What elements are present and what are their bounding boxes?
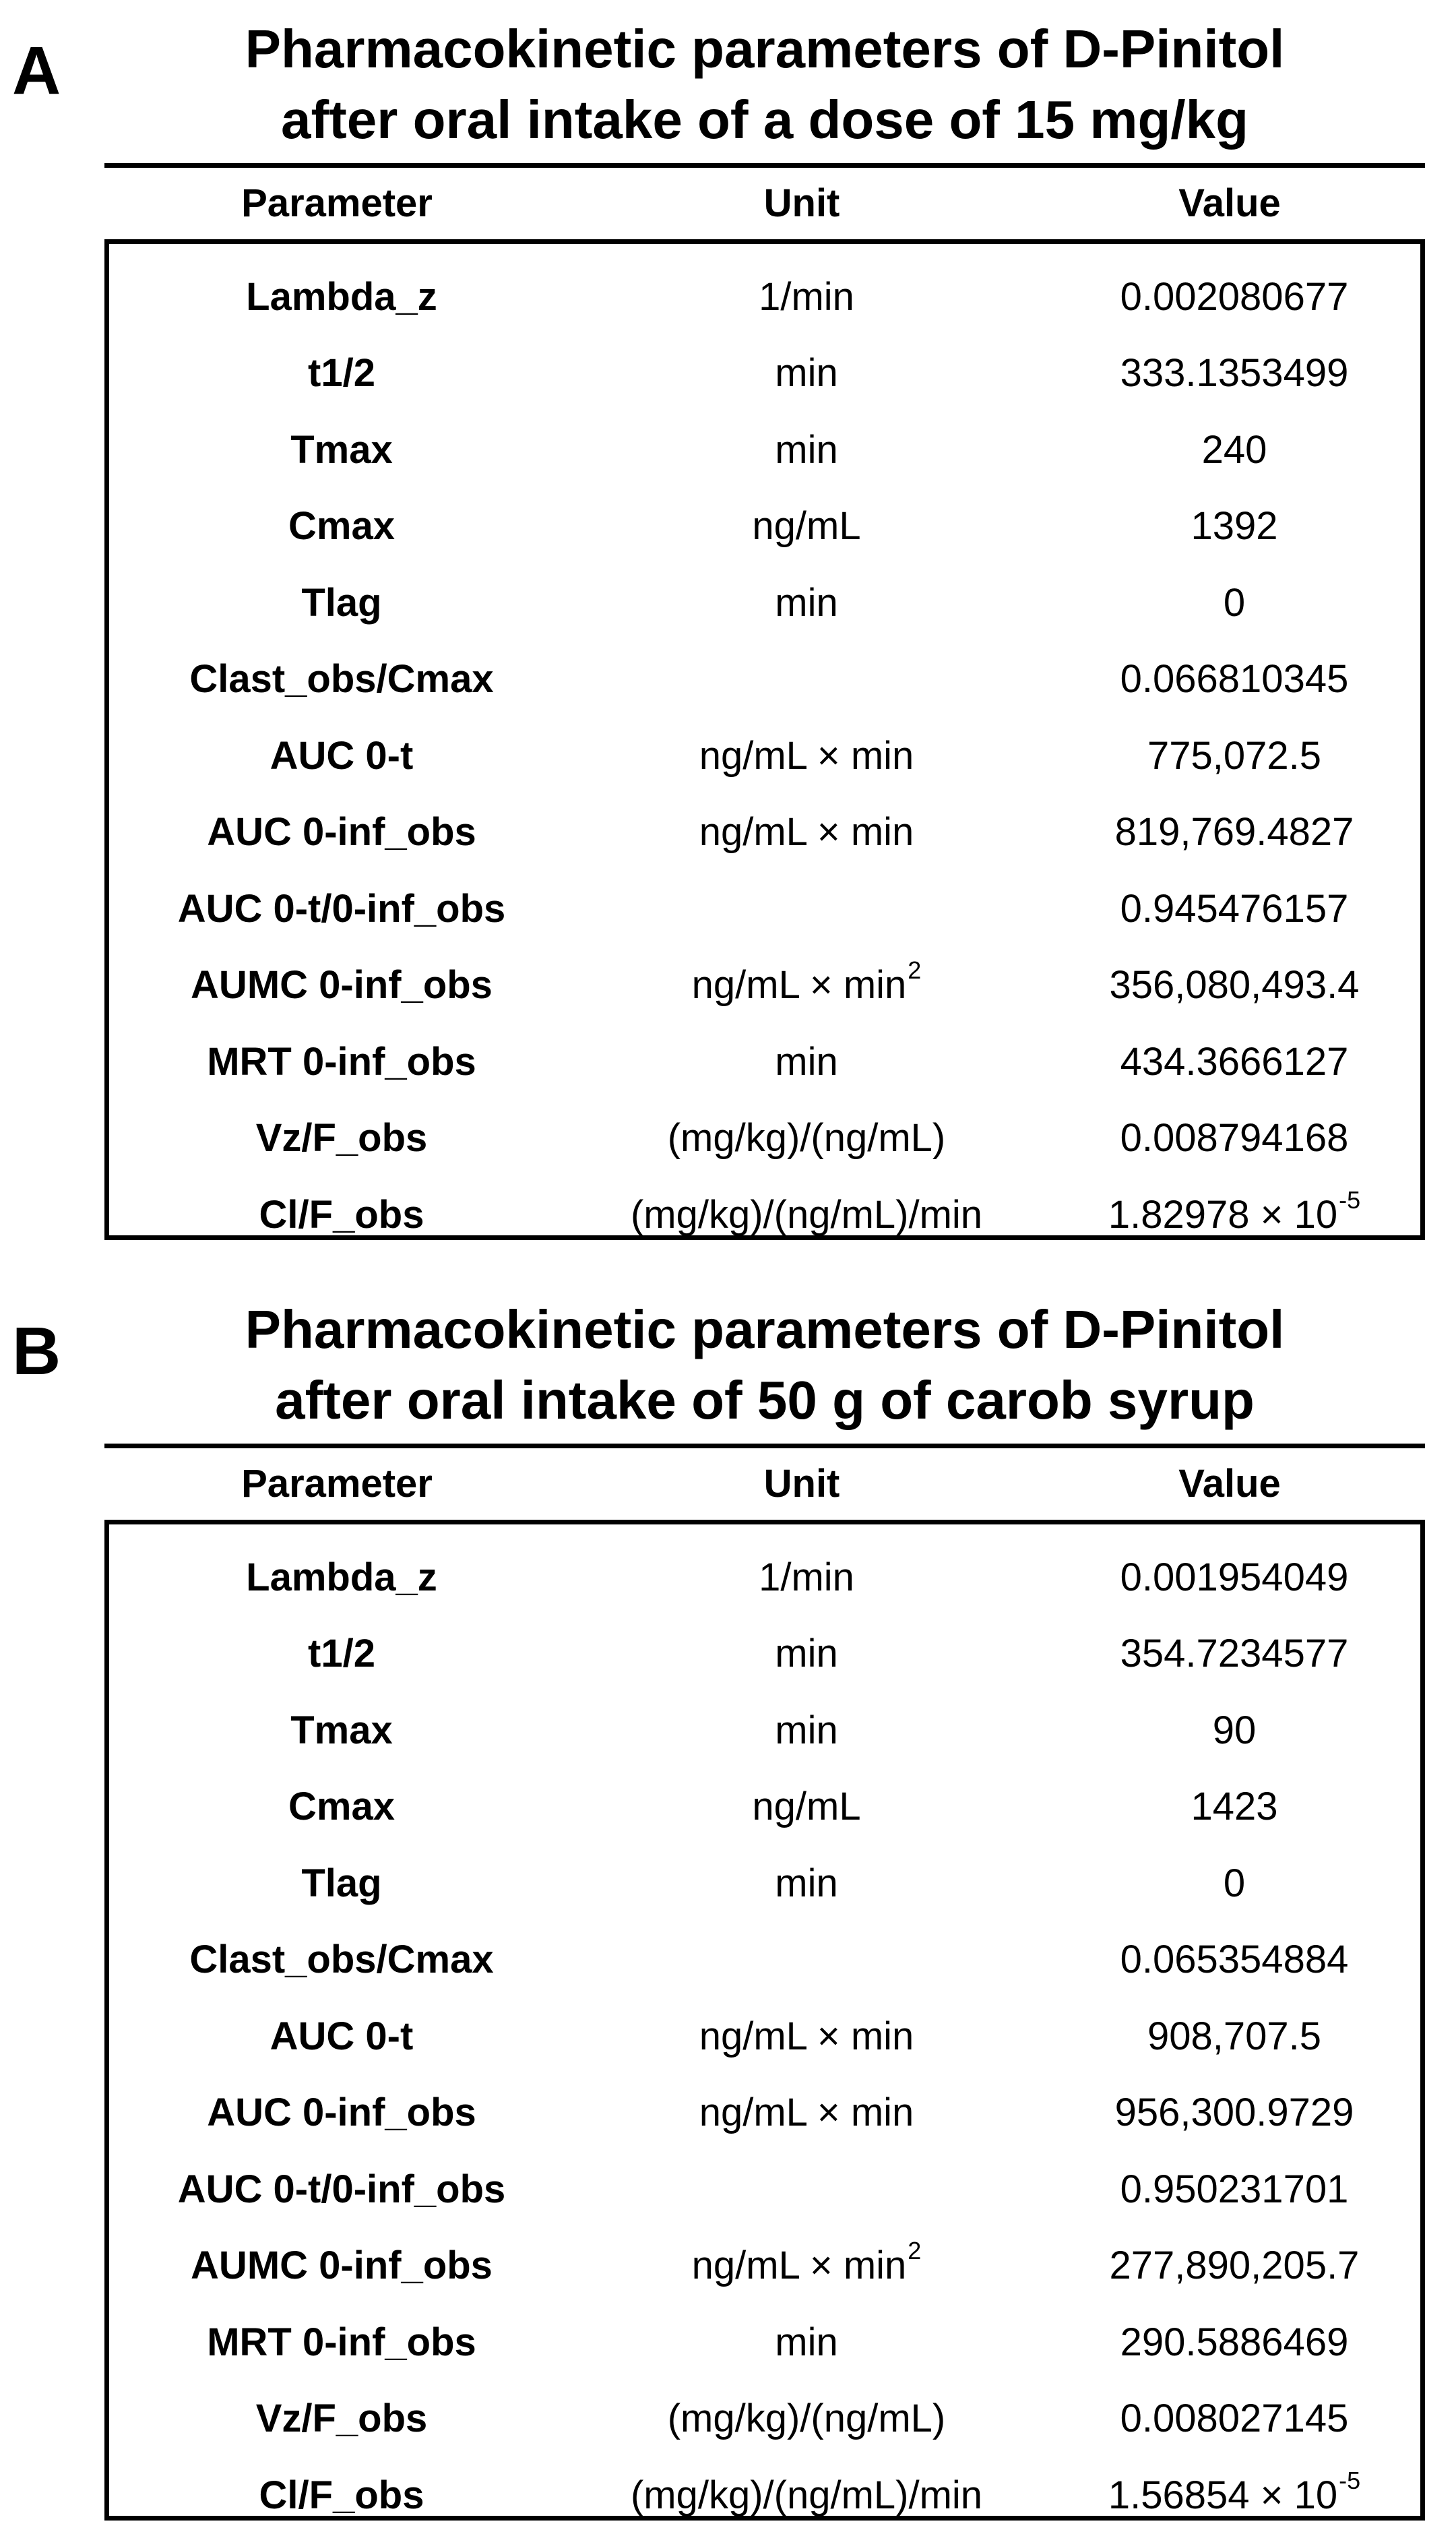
unit-cell [574, 489, 1039, 565]
table-rows [109, 259, 1420, 1254]
table-row [109, 2381, 1420, 2458]
parameter-cell-text: AUC 0-t/0-inf_obs [177, 2167, 506, 2211]
value-cell [1039, 718, 1430, 795]
parameter-cell [109, 1769, 574, 1846]
unit-cell-text: ng/mL [752, 504, 861, 549]
parameter-cell [109, 642, 574, 718]
value-cell [1039, 1101, 1430, 1177]
parameter-cell [109, 489, 574, 565]
value-cell-text: 1392 [1191, 504, 1278, 549]
value-cell-superscript: -5 [1339, 1185, 1361, 1214]
unit-cell-text: ng/mL × min [699, 733, 914, 778]
value-cell-text: 0.950231701 [1120, 2167, 1349, 2211]
parameter-cell [109, 795, 574, 871]
parameter-cell [109, 2075, 574, 2152]
value-cell-text: 356,080,493.4 [1109, 963, 1360, 1008]
value-cell [1039, 336, 1430, 412]
value-cell [1039, 2304, 1430, 2381]
unit-cell-superscript: 2 [908, 956, 922, 985]
table-body-box [104, 1520, 1425, 2521]
table-row [109, 259, 1420, 336]
value-cell [1039, 642, 1430, 718]
parameter-cell-text: Cl/F_obs [259, 1192, 424, 1237]
unit-cell [574, 412, 1039, 489]
parameter-cell [109, 718, 574, 795]
unit-cell [574, 2304, 1039, 2381]
unit-cell-text: min [775, 1861, 838, 1905]
unit-cell-text: min [775, 1708, 838, 1752]
column-header-parameter: Parameter [241, 181, 433, 225]
table-row [109, 1101, 1420, 1177]
column-header-value: Value [1178, 181, 1281, 225]
unit-cell-text: min [775, 1632, 838, 1676]
unit-cell-text: min [775, 2320, 838, 2364]
parameter-cell-text: Tlag [301, 1861, 382, 1905]
unit-cell [574, 1692, 1039, 1769]
table-row [109, 1845, 1420, 1922]
parameter-cell [109, 259, 574, 336]
parameter-cell [109, 871, 574, 948]
column-header-unit: Unit [763, 1462, 840, 1506]
parameter-cell [109, 412, 574, 489]
parameter-cell [109, 1024, 574, 1101]
unit-cell-text: 1/min [759, 1555, 854, 1599]
parameter-cell-text: Cmax [288, 504, 395, 549]
value-cell [1039, 795, 1430, 871]
parameter-cell [109, 948, 574, 1024]
value-cell-text: 1.82978 × 10 [1108, 1192, 1338, 1237]
value-cell-text: 0 [1223, 580, 1246, 625]
unit-cell [574, 948, 1039, 1024]
unit-cell-text: ng/mL [752, 1785, 861, 1829]
value-cell-text: 0.002080677 [1120, 274, 1349, 319]
unit-cell-text: ng/mL × min [691, 963, 907, 1008]
parameter-cell-text: Cl/F_obs [259, 2473, 424, 2517]
value-cell [1039, 259, 1430, 336]
panel-title-line-2: after oral intake of 50 g of carob syrup [275, 1370, 1255, 1430]
parameter-cell-text: Clast_obs/Cmax [189, 657, 494, 702]
parameter-cell-text: AUMC 0-inf_obs [191, 2244, 493, 2288]
unit-cell [574, 1845, 1039, 1922]
value-cell [1039, 1616, 1430, 1693]
value-cell-superscript: -5 [1339, 2466, 1361, 2494]
value-cell [1039, 1769, 1430, 1846]
table-row [109, 1998, 1420, 2075]
table-row [109, 948, 1420, 1024]
parameter-cell [109, 1692, 574, 1769]
table-row [109, 718, 1420, 795]
unit-cell [574, 642, 1039, 718]
table-body-box [104, 239, 1425, 1240]
unit-cell [574, 1539, 1039, 1616]
parameter-cell [109, 2381, 574, 2458]
unit-cell-text: ng/mL × min [691, 2244, 907, 2288]
parameter-cell [109, 1101, 574, 1177]
unit-cell [574, 795, 1039, 871]
parameter-cell-text: Lambda_z [246, 1555, 437, 1599]
unit-cell [574, 259, 1039, 336]
value-cell [1039, 1998, 1430, 2075]
panel-title-line-1: Pharmacokinetic parameters of D-Pinitol [245, 1299, 1285, 1359]
value-cell [1039, 565, 1430, 642]
unit-cell-text: (mg/kg)/(ng/mL)/min [630, 1192, 983, 1237]
value-cell [1039, 871, 1430, 948]
value-cell-text: 0 [1223, 1861, 1246, 1905]
value-cell [1039, 1539, 1430, 1616]
unit-cell [574, 1769, 1039, 1846]
unit-cell [574, 1177, 1039, 1254]
unit-cell-text: ng/mL × min [699, 2014, 914, 2058]
parameter-cell-text: AUC 0-inf_obs [207, 810, 476, 855]
panel-title [104, 1294, 1425, 1435]
unit-cell [574, 1922, 1039, 1999]
table-top-rule [104, 163, 1425, 168]
unit-cell [574, 336, 1039, 412]
panel-letter: B [12, 1314, 61, 1389]
value-cell-text: 90 [1212, 1708, 1257, 1752]
unit-cell [574, 1101, 1039, 1177]
column-header-value: Value [1178, 1462, 1281, 1506]
table-row [109, 1616, 1420, 1693]
unit-cell-superscript: 2 [908, 2237, 922, 2265]
parameter-cell [109, 1539, 574, 1616]
panel-title-line-2: after oral intake of a dose of 15 mg/kg [281, 90, 1248, 150]
value-cell [1039, 948, 1430, 1024]
table-row [109, 2304, 1420, 2381]
table-rows [109, 1539, 1420, 2534]
unit-cell [574, 718, 1039, 795]
value-cell [1039, 1922, 1430, 1999]
table-row [109, 1769, 1420, 1846]
unit-cell-text: ng/mL × min [699, 810, 914, 855]
parameter-cell-text: AUC 0-t [270, 2014, 414, 2058]
unit-cell-text: 1/min [759, 274, 854, 319]
unit-cell-text: min [775, 351, 838, 396]
value-cell-text: 0.066810345 [1120, 657, 1349, 702]
column-header-parameter: Parameter [241, 1462, 433, 1506]
value-cell [1039, 1845, 1430, 1922]
value-cell-text: 434.3666127 [1120, 1039, 1349, 1084]
table-row [109, 336, 1420, 412]
unit-cell [574, 2151, 1039, 2228]
table-row [109, 2457, 1420, 2534]
table-row [109, 489, 1420, 565]
parameter-cell [109, 1616, 574, 1693]
unit-cell-text: min [775, 1039, 838, 1084]
table-row [109, 871, 1420, 948]
value-cell [1039, 2151, 1430, 2228]
value-cell-text: 0.945476157 [1120, 886, 1349, 931]
value-cell-text: 290.5886469 [1120, 2320, 1349, 2364]
table-row [109, 2228, 1420, 2305]
parameter-cell [109, 1998, 574, 2075]
table-top-rule [104, 1444, 1425, 1448]
value-cell [1039, 1024, 1430, 1101]
table-row [109, 1024, 1420, 1101]
unit-cell [574, 2381, 1039, 2458]
parameter-cell [109, 2457, 574, 2534]
value-cell-text: 956,300.9729 [1114, 2091, 1354, 2135]
value-cell-text: 0.001954049 [1120, 1555, 1349, 1599]
parameter-cell [109, 2228, 574, 2305]
table-header-row [104, 1457, 1425, 1511]
column-header-unit: Unit [763, 181, 840, 225]
value-cell [1039, 412, 1430, 489]
unit-cell [574, 1616, 1039, 1693]
unit-cell-text: min [775, 427, 838, 472]
value-cell-text: 775,072.5 [1147, 733, 1322, 778]
table-row [109, 795, 1420, 871]
parameter-cell-text: Tmax [290, 427, 393, 472]
value-cell-text: 908,707.5 [1147, 2014, 1322, 2058]
parameter-cell-text: AUC 0-t/0-inf_obs [177, 886, 506, 931]
parameter-cell [109, 1845, 574, 1922]
unit-cell-text: (mg/kg)/(ng/mL) [667, 2397, 946, 2441]
parameter-cell-text: Vz/F_obs [255, 2397, 428, 2441]
parameter-cell-text: t1/2 [308, 351, 375, 396]
unit-cell [574, 1024, 1039, 1101]
unit-cell-text: min [775, 580, 838, 625]
unit-cell [574, 1998, 1039, 2075]
parameter-cell-text: t1/2 [308, 1632, 375, 1676]
value-cell [1039, 2075, 1430, 2152]
table-header-row [104, 177, 1425, 230]
table-row [109, 1539, 1420, 1616]
parameter-cell-text: AUC 0-inf_obs [207, 2091, 476, 2135]
value-cell-text: 1.56854 × 10 [1108, 2473, 1338, 2517]
unit-cell [574, 871, 1039, 948]
value-cell-text: 0.065354884 [1120, 1938, 1349, 1982]
value-cell [1039, 2457, 1430, 2534]
value-cell [1039, 1692, 1430, 1769]
panel-letter: A [12, 33, 61, 109]
parameter-cell-text: Clast_obs/Cmax [189, 1938, 494, 1982]
parameter-cell-text: Tlag [301, 580, 382, 625]
unit-cell-text: (mg/kg)/(ng/mL) [667, 1116, 946, 1161]
value-cell [1039, 1177, 1430, 1254]
unit-cell [574, 2228, 1039, 2305]
parameter-cell-text: AUMC 0-inf_obs [191, 963, 493, 1008]
unit-cell-text: (mg/kg)/(ng/mL)/min [630, 2473, 983, 2517]
panel-title-line-1: Pharmacokinetic parameters of D-Pinitol [245, 19, 1285, 79]
parameter-cell-text: Lambda_z [246, 274, 437, 319]
panel-title [104, 13, 1425, 155]
value-cell [1039, 489, 1430, 565]
table-row [109, 2075, 1420, 2152]
value-cell-text: 240 [1201, 427, 1267, 472]
unit-cell [574, 565, 1039, 642]
parameter-cell-text: Tmax [290, 1708, 393, 1752]
parameter-cell-text: MRT 0-inf_obs [207, 2320, 476, 2364]
parameter-cell [109, 565, 574, 642]
table-row [109, 2151, 1420, 2228]
table-row [109, 1922, 1420, 1999]
value-cell-text: 1423 [1191, 1785, 1278, 1829]
table-row [109, 1692, 1420, 1769]
unit-cell-text: ng/mL × min [699, 2091, 914, 2135]
parameter-cell-text: Cmax [288, 1785, 395, 1829]
unit-cell [574, 2457, 1039, 2534]
value-cell-text: 354.7234577 [1120, 1632, 1349, 1676]
parameter-cell [109, 1177, 574, 1254]
table-row [109, 565, 1420, 642]
value-cell-text: 333.1353499 [1120, 351, 1349, 396]
table-row [109, 642, 1420, 718]
value-cell-text: 0.008027145 [1120, 2397, 1349, 2441]
parameter-cell-text: Vz/F_obs [255, 1116, 428, 1161]
parameter-cell [109, 2304, 574, 2381]
table-row [109, 412, 1420, 489]
value-cell [1039, 2381, 1430, 2458]
parameter-cell [109, 2151, 574, 2228]
parameter-cell-text: MRT 0-inf_obs [207, 1039, 476, 1084]
parameter-cell [109, 336, 574, 412]
parameter-cell [109, 1922, 574, 1999]
unit-cell [574, 2075, 1039, 2152]
value-cell-text: 277,890,205.7 [1109, 2244, 1360, 2288]
table-row [109, 1177, 1420, 1254]
value-cell-text: 819,769.4827 [1114, 810, 1354, 855]
parameter-cell-text: AUC 0-t [270, 733, 414, 778]
value-cell [1039, 2228, 1430, 2305]
value-cell-text: 0.008794168 [1120, 1116, 1349, 1161]
